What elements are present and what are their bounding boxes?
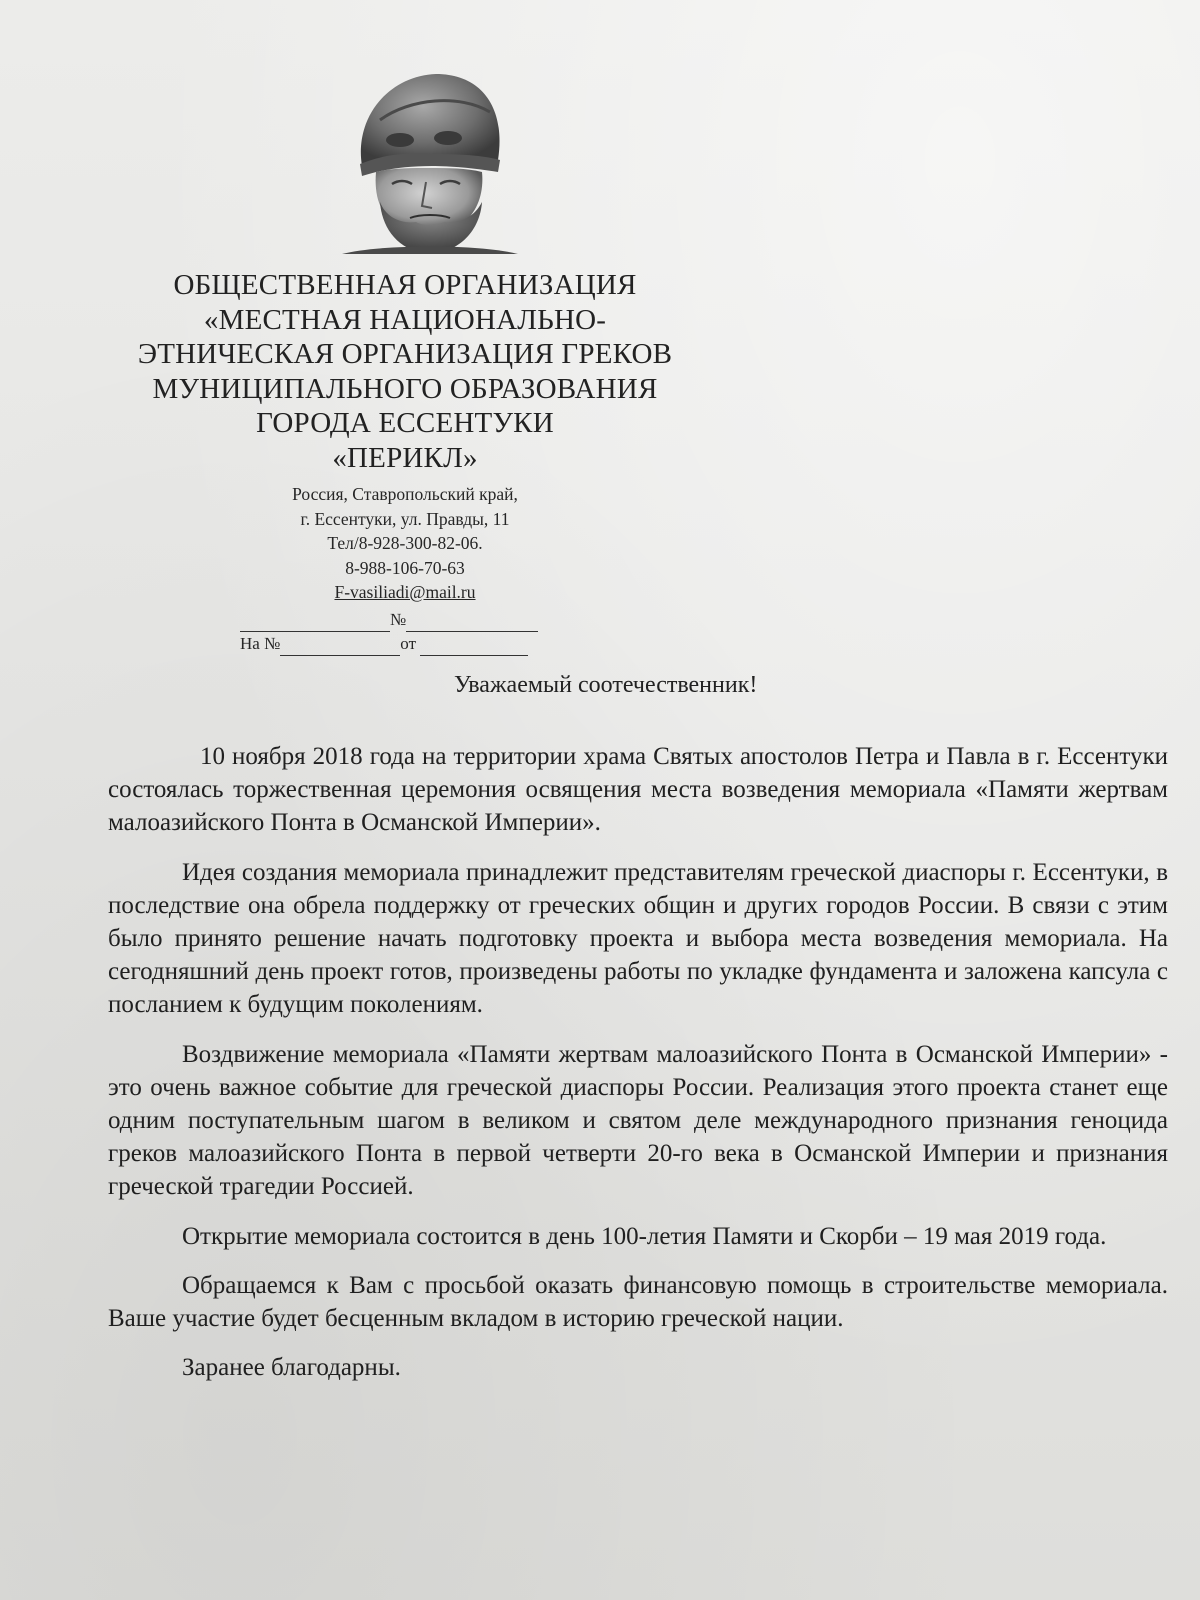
number-blank xyxy=(406,614,538,632)
paragraph: Идея создания мемориала принадлежит представителям греческой диаспоры г. Ессентуки, в последствие она обрела поддержку от греческих общин и других городов России. В связи с этим было принято решение начать подготовку проекта и выбора места возведения мемориала. На сегодняшний день проект готов, произведены работы по укладке фундамента и заложена капсула с посланием к будущим поколениям. xyxy=(108,858,1168,1019)
paragraph: 10 ноября 2018 года на территории храма Святых апостолов Петра и Павла в г. Ессентуки состоялась торжественная церемония освящения места возведения мемориала «Памяти жертвам малоазийского Понта в Османской Империи». xyxy=(108,743,1168,837)
address-line: Россия, Ставропольский край, xyxy=(292,484,518,504)
phone-line: Тел/8-928-300-82-06. xyxy=(327,533,483,553)
pericles-bust-icon xyxy=(340,68,520,256)
paragraph: Открытие мемориала состоится в день 100-летия Памяти и Скорби – 19 мая 2019 года. xyxy=(182,1222,1107,1250)
address-line: г. Ессентуки, ул. Правды, 11 xyxy=(300,508,510,529)
greeting: Уважаемый соотечественник! xyxy=(454,672,758,698)
org-contact xyxy=(110,482,700,605)
date-blank xyxy=(240,614,390,632)
paragraph: Обращаемся к Вам с просьбой оказать финансовую помощь в строительстве мемориала. Ваше участие будет бесценным вкладом в историю греческой нации. xyxy=(108,1271,1168,1333)
letter-body xyxy=(108,740,1168,1400)
org-title-line: ГОРОДА ЕССЕНТУКИ xyxy=(256,407,554,439)
org-title-line: «МЕСТНАЯ НАЦИОНАЛЬНО- xyxy=(203,303,607,336)
reference-block xyxy=(240,608,570,656)
org-title-line: ЭТНИЧЕСКАЯ ОРГАНИЗАЦИЯ ГРЕКОВ xyxy=(137,338,673,370)
org-title-line: ОБЩЕСТВЕННАЯ ОРГАНИЗАЦИЯ xyxy=(173,269,637,301)
org-title-line: МУНИЦИПАЛЬНОГО ОБРАЗОВАНИЯ xyxy=(152,372,658,405)
org-header xyxy=(110,268,700,605)
number-sign: № xyxy=(390,610,407,629)
closing: Заранее благодарны. xyxy=(182,1354,401,1382)
email-link[interactable]: F-vasiliadi@mail.ru xyxy=(334,582,476,602)
paragraph: Воздвижение мемориала «Памяти жертвам малоазийского Понта в Османской Империи» - это очень важное событие для греческой диаспоры России. Реализация этого проекта станет еще одним поступательным шагом в великом и святом деле международного признания геноцида греков малоазийского Понта в первой четверти 20-го века в Османской Империи и признания греческой трагедии Россией. xyxy=(108,1040,1168,1201)
reply-date-blank xyxy=(420,638,528,656)
outgoing-number-row xyxy=(240,608,570,632)
reply-number-blank xyxy=(280,638,400,656)
org-title-line: «ПЕРИКЛ» xyxy=(332,441,478,474)
from-label: от xyxy=(400,634,417,653)
in-reply-row xyxy=(240,632,570,656)
in-reply-label: На № xyxy=(240,634,281,653)
phone-line: 8-988-106-70-63 xyxy=(345,557,465,578)
org-title xyxy=(110,268,700,475)
